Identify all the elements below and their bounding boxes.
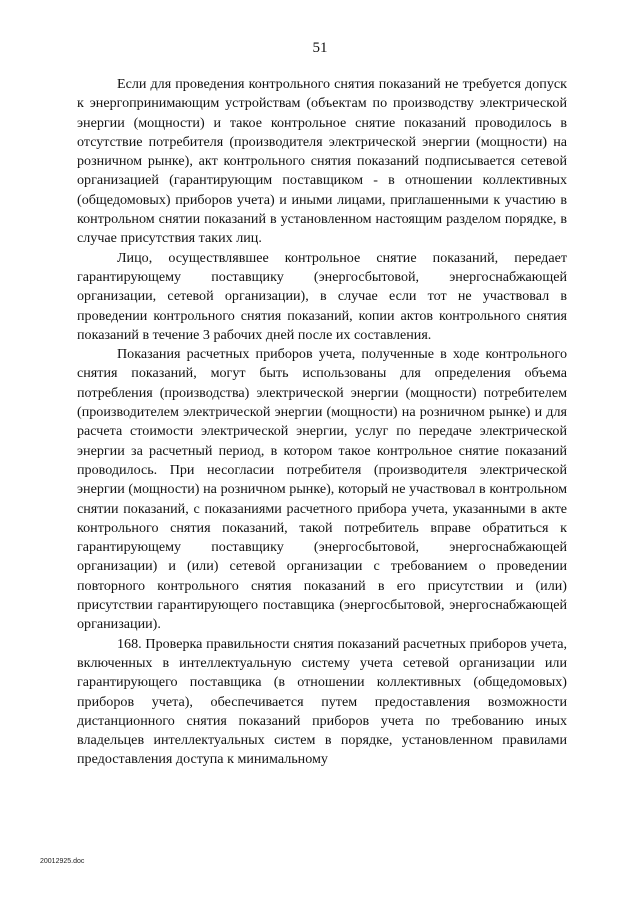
- paragraph-168-verification: 168. Проверка правильности снятия показаний расчетных приборов учета, включенных в интеллектуальную систему учета сетевой организации или гарантирующего поставщика (в отношении коллективных (общедомовых) приборов учета), обеспечивается путем предоставления возможности дистанционного снятия показаний приборов учета по требованию иных владельцев интеллектуальных систем в порядке, установленном правилами предоставления доступа к минимальному: [77, 635, 567, 768]
- footer-filename: 20012925.doc: [40, 858, 85, 865]
- paragraph-readings-usage: Показания расчетных приборов учета, полученные в ходе контрольного снятия показаний, могут быть использованы для определения объема потребления (производства) электрической энергии (мощности) потребителем (производителем электрической энергии (мощности) на розничном рынке) и для расчета стоимости электрической энергии, услуг по передаче электрической энергии за расчетный период, в котором такое контрольное снятие показаний проводилось. При несогласии потребителя (производителя электрической энергии (мощности) на розничном рынке), который не участвовал в контрольном снятии показаний, с показаниями расчетного прибора учета, указанными в акте контрольного снятия показаний, такой потребитель вправе обратиться к гарантирующему поставщику (энергосбытовой, энергоснабжающей организации) и (или) сетевой организации с требованием о проведении повторного контрольного снятия показаний в его присутствии и (или) присутствии гарантирующего поставщика (энергосбытовой, энергоснабжающей организации).: [77, 346, 567, 633]
- page-number: 51: [312, 40, 328, 56]
- document-body: [77, 75, 567, 770]
- paragraph-control-reading-act: Если для проведения контрольного снятия показаний не требуется допуск к энергопринимающим устройствам (объектам по производству электрической энергии (мощности) и такое контрольное снятие показаний проводилось в отсутствие потребителя (производителя электрической энергии (мощности) на розничном рынке), акт контрольного снятия показаний подписывается сетевой организацией (гарантирующим поставщиком - в отношении коллективных (общедомовых) приборов учета) и иными лицами, приглашенными к участию в контрольном снятии показаний в установленном настоящим разделом порядке, в случае присутствия таких лиц.: [77, 76, 567, 247]
- paragraph-act-transfer: Лицо, осуществлявшее контрольное снятие показаний, передает гарантирующему поставщику (энергосбытовой, энергоснабжающей организации, сетевой организации), в случае если тот не участвовал в проведении контрольного снятия показаний, копии актов контрольного снятия показаний в течение 3 рабочих дней после их составления.: [77, 249, 567, 343]
